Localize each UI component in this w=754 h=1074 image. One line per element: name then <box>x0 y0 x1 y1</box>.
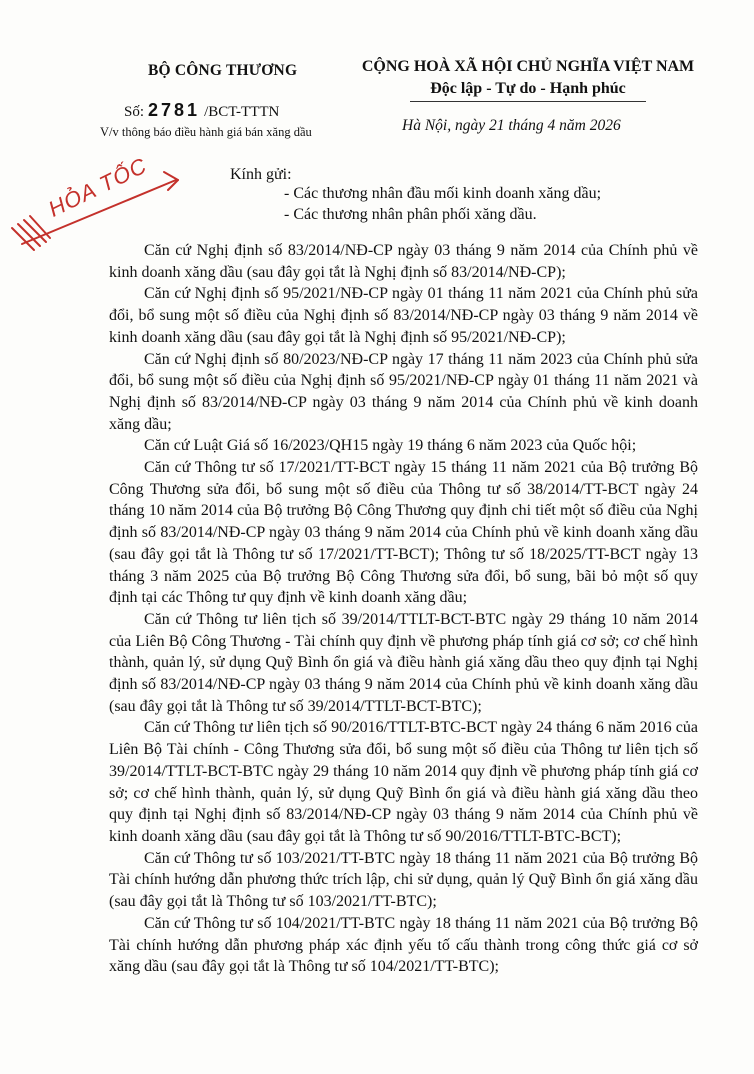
body-paragraph: Căn cứ Luật Giá số 16/2023/QH15 ngày 19 tháng 6 năm 2023 của Quốc hội; <box>144 437 637 455</box>
document-number-suffix: /BCT-TTTN <box>204 104 280 120</box>
recipient-greeting: Kính gửi: <box>230 166 292 183</box>
body-paragraph: Căn cứ Thông tư số 103/2021/TT-BTC ngày 18 tháng 11 năm 2021 của Bộ trưởng Bộ Tài chính hướng dẫn phương thức trích lập, chi sử dụng, quản lý Quỹ Bình ổn giá xăng dầu (sau đây gọi tắt là Thông tư số 103/2021/TT-BTC); <box>109 849 698 911</box>
recipient-item: - Các thương nhân đầu mối kinh doanh xăng dầu; <box>284 185 602 202</box>
document-number <box>124 100 279 121</box>
urgent-stamp-text: HỎA TỐC <box>44 152 151 222</box>
body-paragraph: Căn cứ Nghị định số 83/2014/NĐ-CP ngày 03 tháng 9 năm 2014 của Chính phủ về kinh doanh xăng dầu (sau đây gọi tắt là Nghị định số 83/2014/NĐ-CP); <box>109 242 698 281</box>
recipient-item: - Các thương nhân phân phối xăng dầu. <box>284 206 537 223</box>
document-subject: V/v thông báo điều hành giá bán xăng dầu <box>100 125 312 139</box>
document-date: Hà Nội, ngày 21 tháng 4 năm 2026 <box>402 117 621 134</box>
body-paragraph: Căn cứ Thông tư số 104/2021/TT-BTC ngày 18 tháng 11 năm 2021 của Bộ trưởng Bộ Tài chính hướng dẫn phương pháp xác định yếu tố cấu thành trong công thức giá cơ sở xăng dầu (sau đây gọi tắt là Thông tư số 104/2021/TT-BTC); <box>109 914 698 976</box>
body-paragraph: Căn cứ Nghị định số 95/2021/NĐ-CP ngày 01 tháng 11 năm 2021 của Chính phủ sửa đổi, bổ sung một số điều của Nghị định số 83/2014/NĐ-CP ngày 03 tháng 9 năm 2014 về kinh doanh xăng dầu (sau đây gọi tắt là Nghị định số 95/2021/NĐ-CP); <box>109 285 698 346</box>
document-number-prefix: Số: <box>124 104 145 120</box>
body-paragraph: Căn cứ Thông tư liên tịch số 39/2014/TTLT-BCT-BTC ngày 29 tháng 10 năm 2014 của Liên Bộ Công Thương - Tài chính quy định về phương pháp tính giá cơ sở; cơ chế hình thành, quản lý, sử dụng Quỹ Bình ổn giá và điều hành giá xăng dầu theo quy định tại Nghị định số 83/2014/NĐ-CP ngày 03 tháng 9 năm 2014 của Chính phủ về kinh doanh xăng dầu (sau đây gọi tắt là Thông tư số 39/2014/TTLT-BCT-BTC); <box>109 610 698 715</box>
motto-underline <box>410 101 646 102</box>
national-motto: Độc lập - Tự do - Hạnh phúc <box>430 80 626 97</box>
body-paragraph: Căn cứ Thông tư số 17/2021/TT-BCT ngày 15 tháng 11 năm 2021 của Bộ trưởng Bộ Công Thương sửa đổi, bổ sung một số điều của Thông tư số 38/2014/TT-BCT ngày 24 tháng 10 năm 2014 của Bộ trưởng Bộ Công Thương quy định chi tiết một số điều của Nghị định số 83/2014/NĐ-CP ngày 03 tháng 9 năm 2014 của Chính phủ về kinh doanh xăng dầu (sau đây gọi tắt là Thông tư số 17/2021/TT-BCT); Thông tư số 18/2025/TT-BCT ngày 13 tháng 3 năm 2025 của Bộ trưởng Bộ Công Thương sửa đổi, bổ sung, bãi bỏ một số quy định tại các Thông tư quy định về kinh doanh xăng dầu; <box>109 459 698 607</box>
body-paragraph: Căn cứ Thông tư liên tịch số 90/2016/TTLT-BTC-BCT ngày 24 tháng 6 năm 2016 của Liên Bộ Tài chính - Công Thương sửa đổi, bổ sung một số điều của Thông tư liên tịch số 39/2014/TTLT-BCT-BTC ngày 29 tháng 10 năm 2014 quy định về phương pháp tính giá cơ sở; cơ chế hình thành, quản lý, sử dụng Quỹ Bình ổn giá và điều hành giá xăng dầu theo quy định tại Nghị định số 83/2014/NĐ-CP ngày 03 tháng 9 năm 2014 của Chính phủ về kinh doanh xăng dầu (sau đây gọi tắt là Thông tư số 90/2016/TTLT-BTC-BCT); <box>109 719 698 845</box>
document-body <box>109 240 698 978</box>
document-number-value: 2781 <box>148 100 201 120</box>
national-title: CỘNG HOÀ XÃ HỘI CHỦ NGHĨA VIỆT NAM <box>361 58 695 75</box>
body-paragraph: Căn cứ Nghị định số 80/2023/NĐ-CP ngày 17 tháng 11 năm 2023 của Chính phủ sửa đổi, bổ sung một số điều của Nghị định số 95/2021/NĐ-CP ngày 01 tháng 11 năm 2021 và Nghị định số 83/2014/NĐ-CP ngày 03 tháng 9 năm 2014 của Chính phủ về kinh doanh xăng dầu; <box>109 350 698 433</box>
issuing-organization: BỘ CÔNG THƯƠNG <box>148 62 298 79</box>
recipient-list <box>284 183 601 225</box>
